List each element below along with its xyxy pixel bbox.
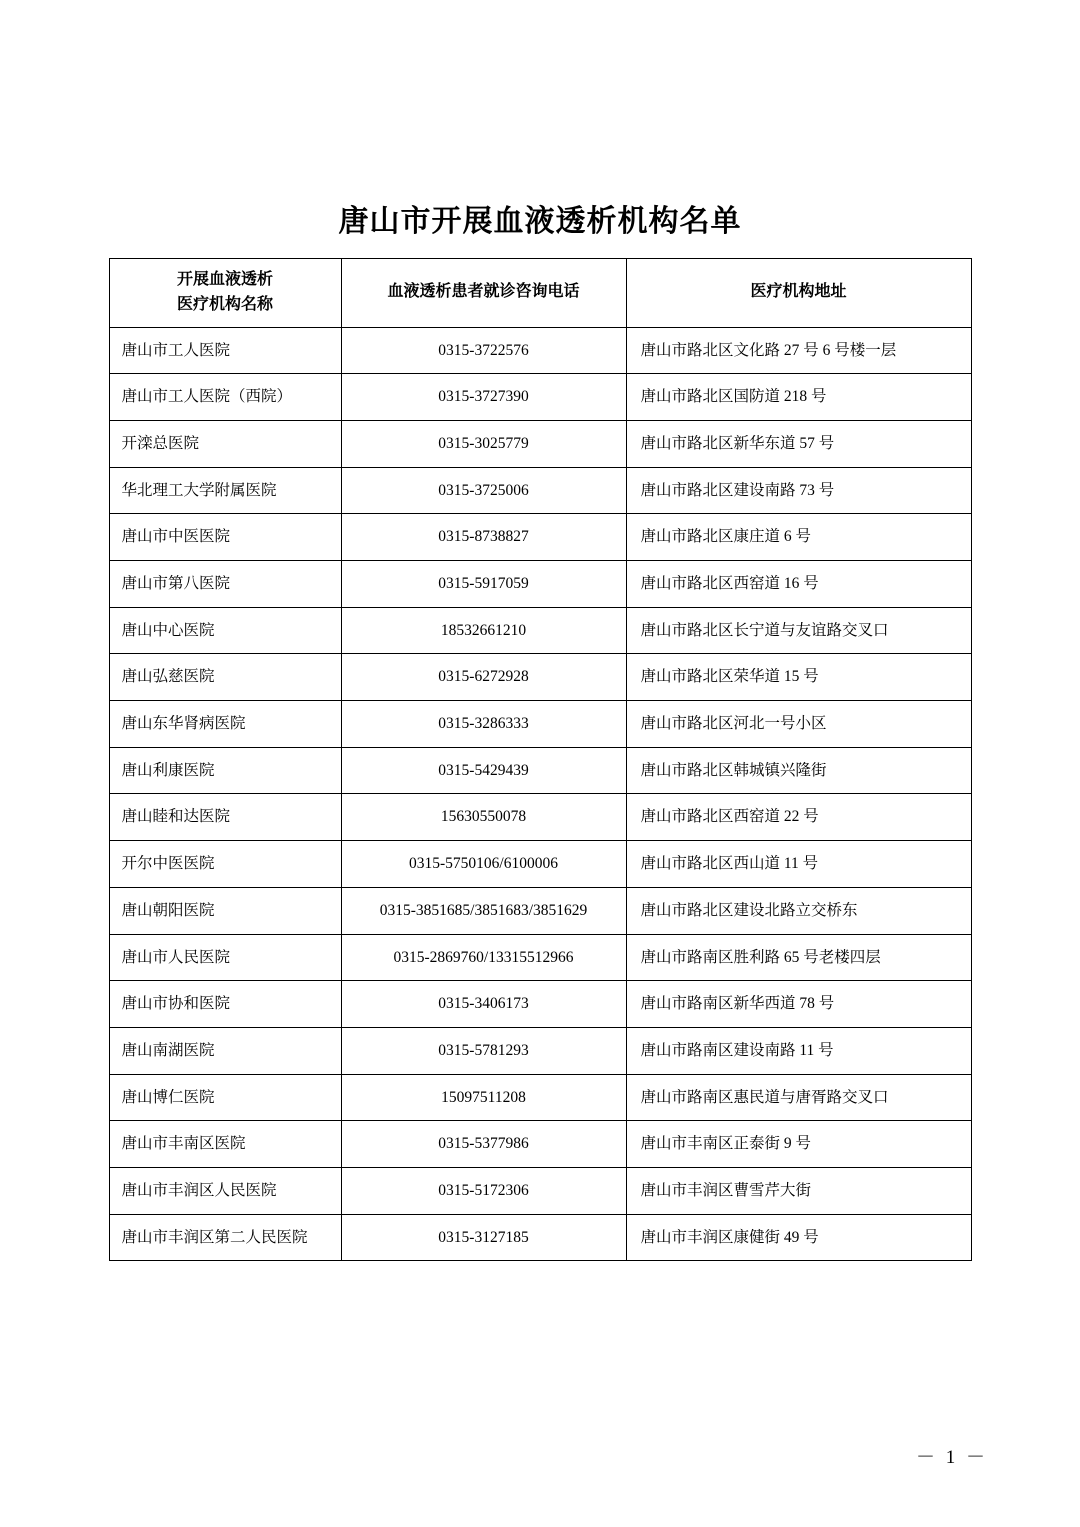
table-row [109, 374, 971, 421]
cell-address: 唐山市路北区建设北路立交桥东 [626, 887, 971, 934]
table-row [109, 1167, 971, 1214]
table-row [109, 1214, 971, 1261]
table-row [109, 1074, 971, 1121]
cell-phone: 0315-5917059 [341, 561, 626, 608]
table-row [109, 1027, 971, 1074]
cell-institution-name: 华北理工大学附属医院 [109, 467, 341, 514]
cell-phone: 0315-3127185 [341, 1214, 626, 1261]
cell-address: 唐山市路南区惠民道与唐胥路交叉口 [626, 1074, 971, 1121]
cell-institution-name: 唐山市工人医院 [109, 327, 341, 374]
cell-phone: 0315-6272928 [341, 654, 626, 701]
cell-institution-name: 唐山市中医医院 [109, 514, 341, 561]
dialysis-institutions-table [109, 258, 972, 1261]
cell-phone: 0315-2869760/13315512966 [341, 934, 626, 981]
cell-institution-name: 唐山朝阳医院 [109, 887, 341, 934]
cell-institution-name: 唐山南湖医院 [109, 1027, 341, 1074]
cell-address: 唐山市路北区文化路 27 号 6 号楼一层 [626, 327, 971, 374]
cell-phone: 0315-3025779 [341, 420, 626, 467]
table-row [109, 514, 971, 561]
cell-phone: 0315-8738827 [341, 514, 626, 561]
cell-institution-name: 唐山博仁医院 [109, 1074, 341, 1121]
cell-address: 唐山市路北区长宁道与友谊路交叉口 [626, 607, 971, 654]
table-body [109, 327, 971, 1261]
column-header-institution-name-line2: 医疗机构名称 [176, 295, 273, 313]
cell-institution-name: 唐山弘慈医院 [109, 654, 341, 701]
cell-phone: 0315-3722576 [341, 327, 626, 374]
cell-phone: 0315-5172306 [341, 1167, 626, 1214]
cell-address: 唐山市路北区韩城镇兴隆街 [626, 747, 971, 794]
table-row [109, 794, 971, 841]
cell-address: 唐山市丰润区康健街 49 号 [626, 1214, 971, 1261]
cell-institution-name: 唐山市协和医院 [109, 981, 341, 1028]
table-row [109, 327, 971, 374]
cell-address: 唐山市丰润区曹雪芹大街 [626, 1167, 971, 1214]
cell-address: 唐山市路北区康庄道 6 号 [626, 514, 971, 561]
cell-phone: 15097511208 [341, 1074, 626, 1121]
cell-address: 唐山市路北区西山道 11 号 [626, 841, 971, 888]
cell-phone: 0315-5750106/6100006 [341, 841, 626, 888]
cell-institution-name: 唐山市人民医院 [109, 934, 341, 981]
table-row [109, 420, 971, 467]
cell-phone: 0315-3725006 [341, 467, 626, 514]
cell-institution-name: 唐山东华肾病医院 [109, 701, 341, 748]
page-title: 唐山市开展血液透析机构名单 [338, 205, 742, 238]
cell-address: 唐山市丰南区正泰街 9 号 [626, 1121, 971, 1168]
cell-address: 唐山市路北区西窑道 22 号 [626, 794, 971, 841]
table-row [109, 981, 971, 1028]
cell-institution-name: 开滦总医院 [109, 420, 341, 467]
table-row [109, 561, 971, 608]
table-row [109, 654, 971, 701]
table-row [109, 934, 971, 981]
cell-institution-name: 唐山市丰润区第二人民医院 [109, 1214, 341, 1261]
table-row [109, 1121, 971, 1168]
cell-phone: 15630550078 [341, 794, 626, 841]
table-row [109, 841, 971, 888]
cell-institution-name: 开尔中医医院 [109, 841, 341, 888]
page-number: － 1 － [915, 1447, 988, 1468]
cell-institution-name: 唐山市丰润区人民医院 [109, 1167, 341, 1214]
table-row [109, 747, 971, 794]
cell-institution-name: 唐山市工人医院（西院） [109, 374, 341, 421]
cell-institution-name: 唐山市第八医院 [109, 561, 341, 608]
cell-phone: 0315-3851685/3851683/3851629 [341, 887, 626, 934]
cell-address: 唐山市路北区新华东道 57 号 [626, 420, 971, 467]
cell-address: 唐山市路南区胜利路 65 号老楼四层 [626, 934, 971, 981]
cell-address: 唐山市路北区建设南路 73 号 [626, 467, 971, 514]
cell-address: 唐山市路北区国防道 218 号 [626, 374, 971, 421]
cell-address: 唐山市路南区建设南路 11 号 [626, 1027, 971, 1074]
cell-address: 唐山市路北区荣华道 15 号 [626, 654, 971, 701]
table-row [109, 701, 971, 748]
cell-phone: 0315-3727390 [341, 374, 626, 421]
cell-phone: 0315-3286333 [341, 701, 626, 748]
column-header-institution-name-line1: 开展血液透析 [176, 271, 273, 288]
table-row [109, 467, 971, 514]
cell-phone: 0315-5377986 [341, 1121, 626, 1168]
table-row [109, 887, 971, 934]
cell-phone: 0315-5781293 [341, 1027, 626, 1074]
cell-phone: 18532661210 [341, 607, 626, 654]
column-header-phone: 血液透析患者就诊咨询电话 [341, 259, 626, 328]
cell-phone: 0315-3406173 [341, 981, 626, 1028]
table-header-row [109, 259, 971, 328]
cell-address: 唐山市路北区西窑道 16 号 [626, 561, 971, 608]
cell-institution-name: 唐山市丰南区医院 [109, 1121, 341, 1168]
cell-institution-name: 唐山利康医院 [109, 747, 341, 794]
cell-address: 唐山市路北区河北一号小区 [626, 701, 971, 748]
column-header-address: 医疗机构地址 [626, 259, 971, 328]
cell-institution-name: 唐山中心医院 [109, 607, 341, 654]
table-row [109, 607, 971, 654]
cell-phone: 0315-5429439 [341, 747, 626, 794]
cell-institution-name: 唐山睦和达医院 [109, 794, 341, 841]
cell-address: 唐山市路南区新华西道 78 号 [626, 981, 971, 1028]
column-header-institution-name [109, 259, 341, 328]
